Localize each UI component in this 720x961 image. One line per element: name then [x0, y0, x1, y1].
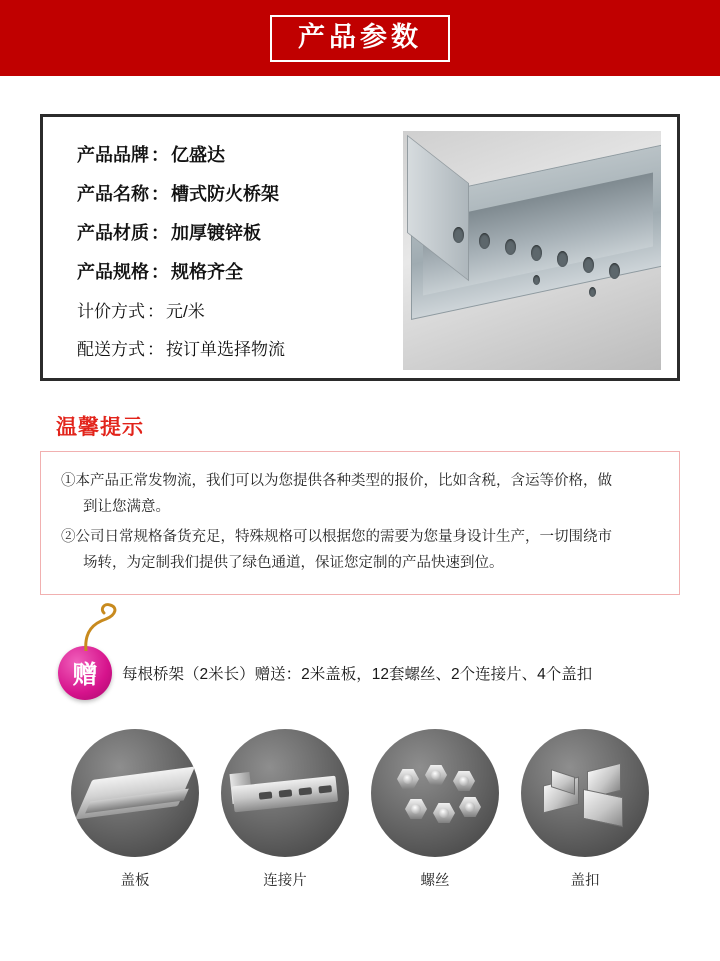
spec-value-pricing: 元/米: [166, 302, 205, 321]
spec-value-delivery: 按订单选择物流: [166, 340, 285, 359]
tips-title: 温馨提示: [56, 416, 144, 439]
spec-label-material: 产品材质: [77, 223, 149, 243]
buckle-shape: [583, 789, 623, 828]
header-title-box: [270, 15, 450, 62]
tips-box: [40, 451, 680, 595]
tip-item-line2: 场转，为定制我们提供了绿色通道，保证您定制的产品快速到位。: [83, 555, 504, 571]
spec-row: [77, 141, 403, 167]
gift-string-icon: [80, 601, 126, 651]
screw-icon: [371, 729, 499, 857]
gift-badge: 赠: [58, 646, 112, 700]
screw-shape: [405, 799, 427, 819]
tray-hole: [609, 263, 620, 279]
tip-item-line1: ②公司日常规格备货充足，特殊规格可以根据您的需要为您量身设计生产，一切围绕市: [61, 529, 612, 545]
spec-value-brand: 亿盛达: [171, 145, 225, 165]
spec-value-name: 槽式防火桥架: [171, 184, 279, 204]
accessories-row: [0, 729, 720, 890]
spec-row: [77, 258, 403, 284]
spec-value-material: 加厚镀锌板: [171, 223, 261, 243]
tray-hole: [589, 287, 596, 297]
footer-spacer: [0, 890, 720, 930]
accessory-caption: 连接片: [263, 873, 307, 889]
gift-row: [0, 643, 720, 703]
accessory-caption: 盖扣: [570, 873, 600, 889]
spec-row: [77, 180, 403, 206]
tray-hole: [453, 227, 464, 243]
spec-panel: [40, 114, 680, 381]
accessory-item: [521, 729, 649, 890]
link-plate-slot: [279, 789, 293, 797]
screw-shape: [459, 797, 481, 817]
cable-tray-illustration: [403, 149, 661, 359]
spec-row: [77, 335, 403, 360]
spec-value-size: 规格齐全: [171, 262, 243, 282]
tray-hole: [479, 233, 490, 249]
spec-colon: ：: [151, 223, 169, 243]
accessory-caption: 盖板: [120, 873, 150, 889]
accessory-caption: 螺丝: [420, 873, 450, 889]
spec-colon: ：: [151, 262, 169, 282]
tray-hole: [505, 239, 516, 255]
gift-text: 每根桥架（2米长）赠送：2米盖板，12套螺丝、2个连接片、4个盖扣: [122, 666, 593, 683]
spec-label-pricing: 计价方式: [77, 302, 145, 321]
tip-item: [61, 524, 659, 576]
spec-colon: ：: [151, 145, 169, 165]
spec-label-delivery: 配送方式: [77, 340, 145, 359]
tip-item-line2: 到让您满意。: [83, 499, 170, 515]
screw-shape: [425, 765, 447, 785]
buckle-icon: [521, 729, 649, 857]
spec-label-name: 产品名称: [77, 184, 149, 204]
product-photo: [403, 131, 661, 370]
tray-hole: [583, 257, 594, 273]
accessory-item: [221, 729, 349, 890]
link-plate-icon: [221, 729, 349, 857]
link-plate-slot: [318, 785, 332, 793]
screw-shape: [433, 803, 455, 823]
link-plate-slot: [299, 787, 313, 795]
spec-colon: ：: [151, 184, 169, 204]
spec-colon: ：: [147, 302, 164, 321]
tray-hole: [557, 251, 568, 267]
tip-item: [61, 468, 659, 520]
spec-row: [77, 219, 403, 245]
screw-shape: [453, 771, 475, 791]
spec-label-brand: 产品品牌: [77, 145, 149, 165]
tip-item-line1: ①本产品正常发物流，我们可以为您提供各种类型的报价，比如含税，含运等价格，做: [61, 473, 612, 489]
link-plate-slot: [259, 791, 273, 799]
tray-hole: [533, 275, 540, 285]
accessory-item: [71, 729, 199, 890]
spec-row: [77, 297, 403, 322]
header-banner: [0, 0, 720, 76]
accessory-item: [371, 729, 499, 890]
spec-label-size: 产品规格: [77, 262, 149, 282]
screw-shape: [397, 769, 419, 789]
page-title: 产品参数: [298, 21, 422, 52]
cover-plate-icon: [71, 729, 199, 857]
tray-hole: [531, 245, 542, 261]
spec-list: [59, 131, 403, 364]
spec-colon: ：: [147, 340, 164, 359]
